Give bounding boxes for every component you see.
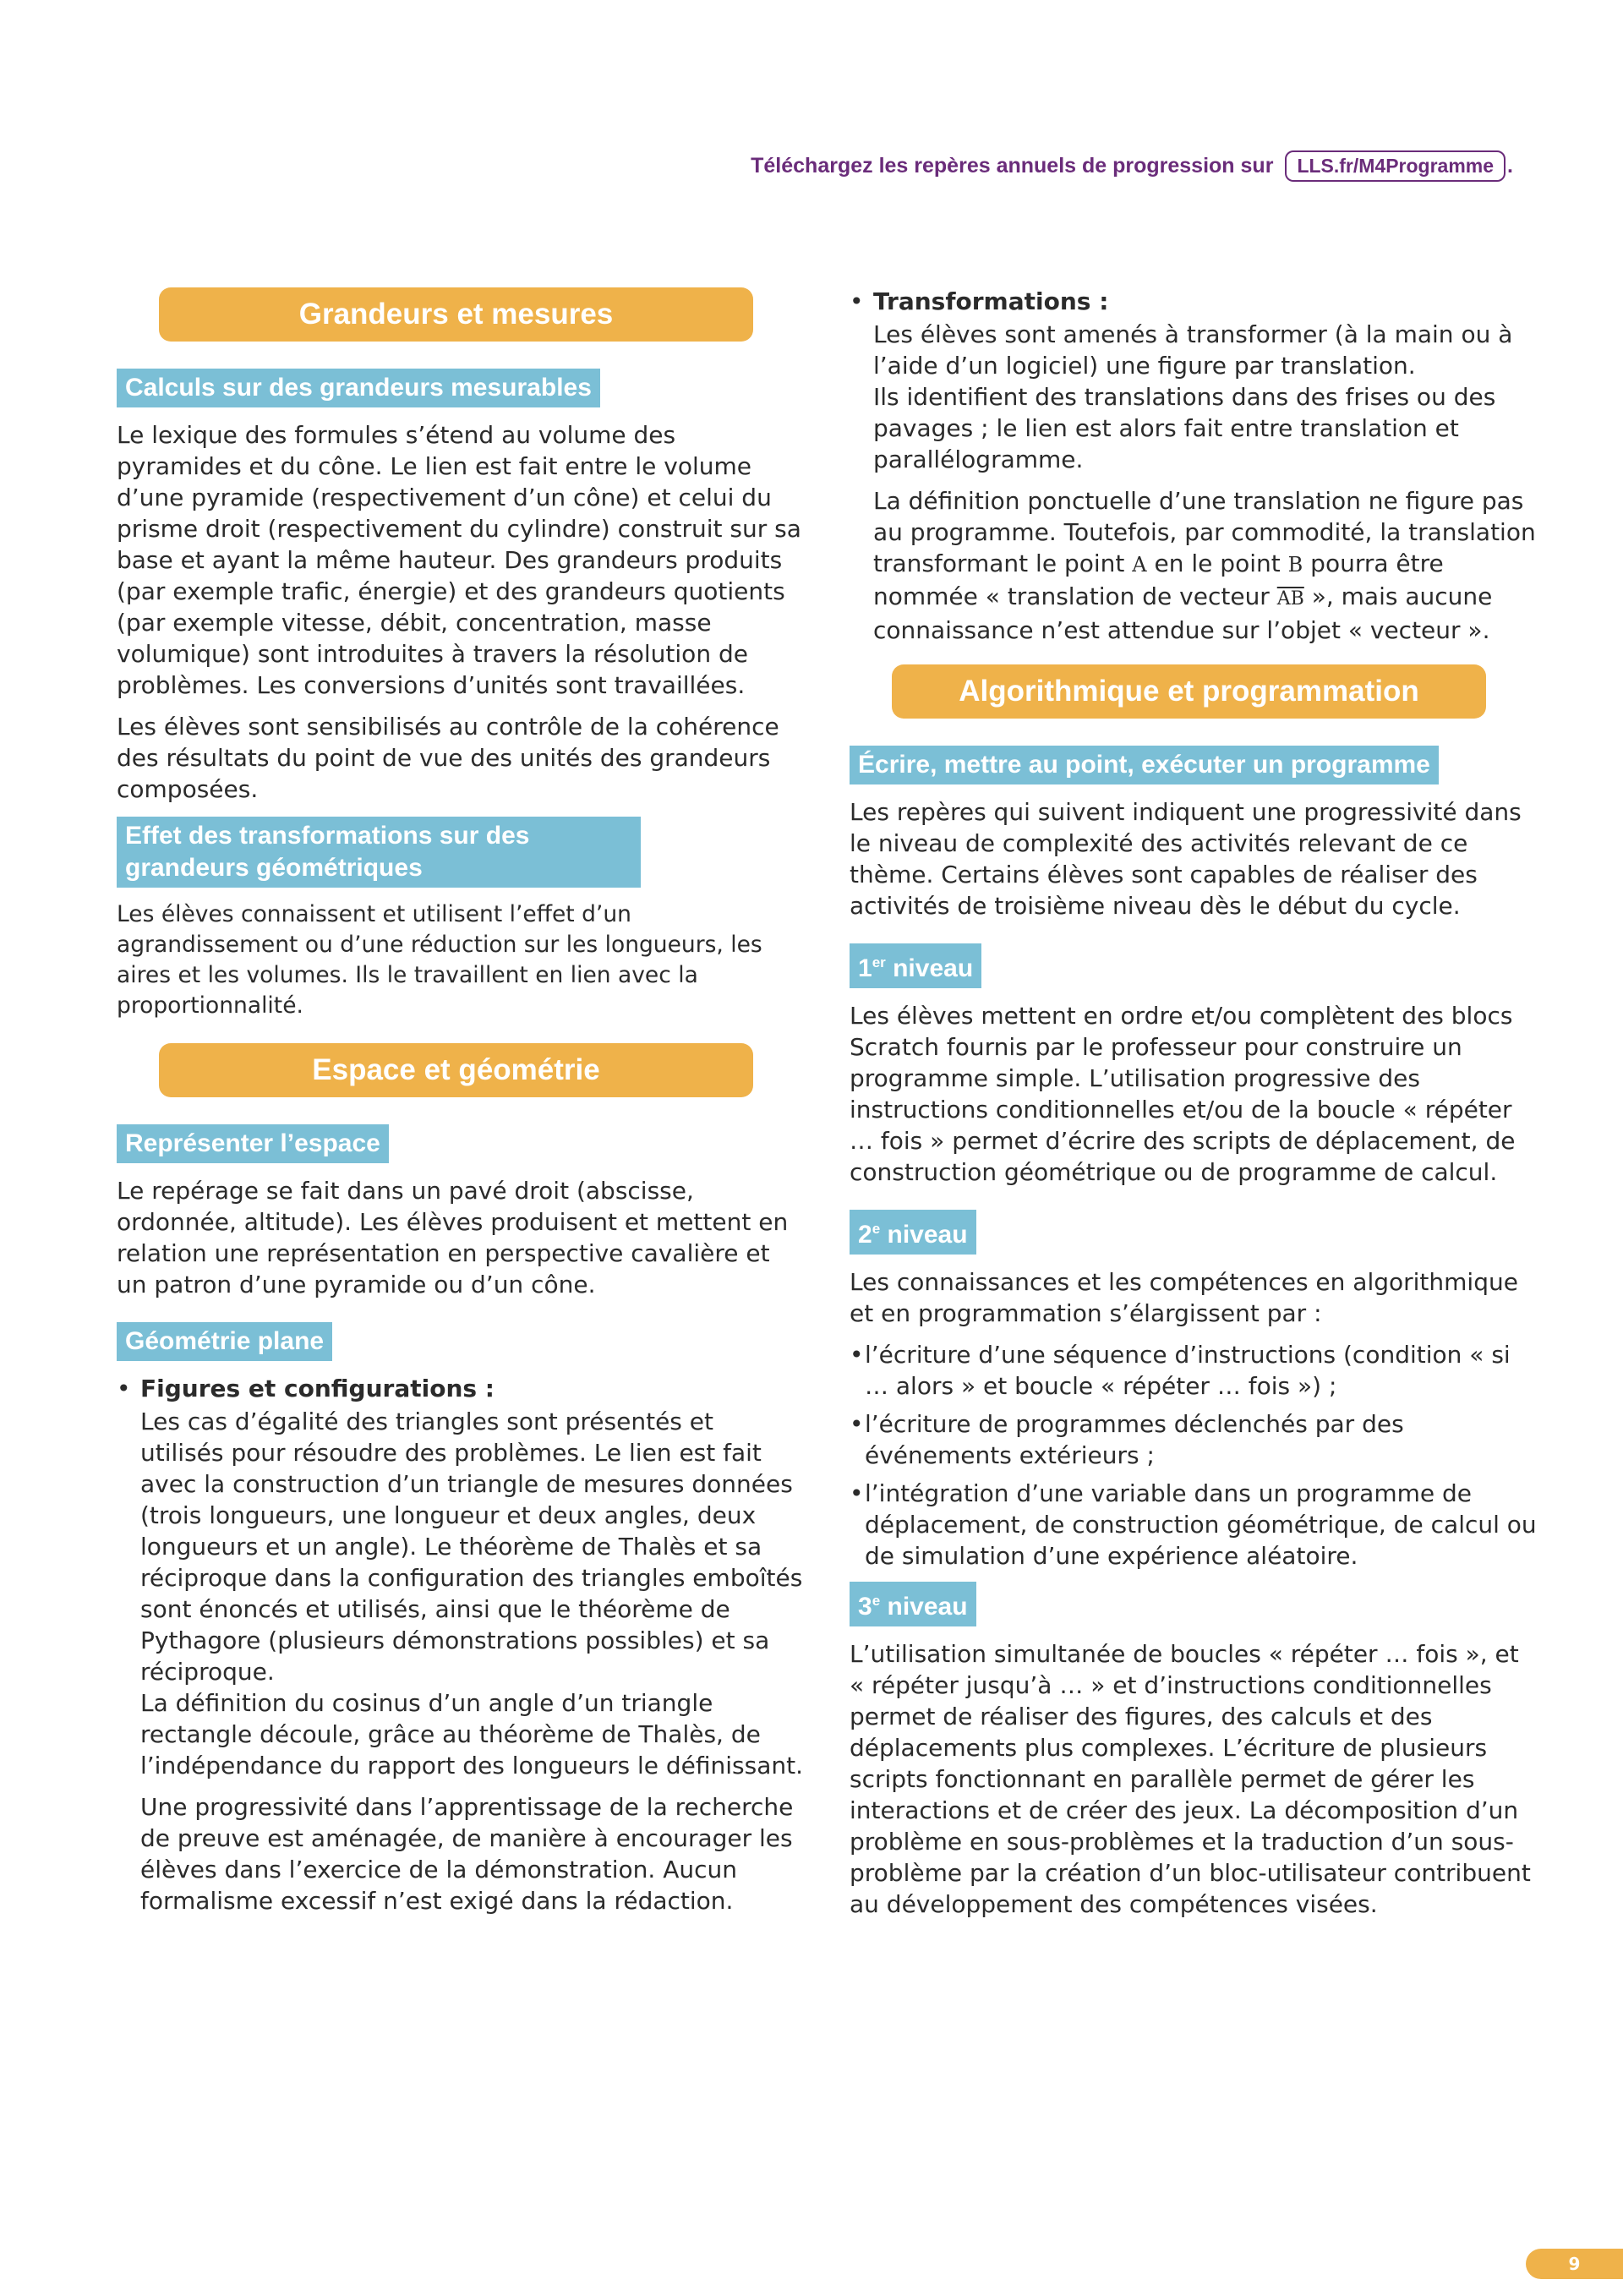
list-item: • l’écriture de programmes déclenchés par des événements extérieurs ;: [850, 1410, 1404, 1469]
transfo-text-b: en le point: [1154, 549, 1281, 577]
representer-paragraph: Le repérage se fait dans un pavé droit (abscisse, ordonnée, altitude). Les élèves produisent et mettent en relation une représentation en perspective cavalière et un patron d’une pyramide ou d’un cône.: [117, 1177, 789, 1298]
niveau-1-num: 1: [858, 954, 872, 982]
transfo-paragraph-2: Ils identifient des translations dans des frises ou des pavages ; le lien est alors fait entre translation et parallélogramme.: [873, 383, 1496, 473]
point-a: A: [1132, 553, 1147, 577]
page-number: 9: [1526, 2249, 1623, 2279]
grandeurs-banner: Grandeurs et mesures: [159, 287, 753, 342]
ecrire-paragraph: Les repères qui suivent indiquent une progressivité dans le niveau de complexité des activités relevant de ce thème. Certains élèves sont capables de réaliser des activités de troisième niveau dès le début du cycle.: [850, 798, 1522, 920]
transfo-text-d: », mais aucune connaissance n’est attendue sur l’objet « vecteur ».: [873, 582, 1493, 644]
niveau-2-sup: e: [872, 1221, 881, 1237]
espace-banner: Espace et géométrie: [159, 1043, 753, 1097]
list-item-text: l’intégration d’une variable dans un programme de déplacement, de construction géométrique, de calcul ou de simulation d’une expérience aléatoire.: [865, 1479, 1537, 1570]
list-item-text: l’écriture de programmes déclenchés par des événements extérieurs ;: [865, 1410, 1404, 1469]
figures-title: Figures et configurations :: [140, 1375, 495, 1402]
vector-ab: $\overline{AB}$: [1276, 588, 1304, 610]
transfo-text-c: pourra être nommée « translation de vecteur: [873, 549, 1444, 610]
figures-paragraph-3: Une progressivité dans l’apprentissage de la recherche de preuve est aménagée, de manière à encourager les élèves dans l’exercice de la démonstration. Aucun formalisme excessif n’est exigé dans la rédaction.: [140, 1793, 794, 1915]
niveau-3-heading: [850, 1582, 976, 1626]
transformations-title: Transformations :: [873, 287, 1109, 315]
point-b: B: [1287, 553, 1303, 577]
transfo-paragraph-1: Les élèves sont amenés à transformer (à la main ou à l’aide d’un logiciel) une figure par translation.: [873, 320, 1513, 380]
transfo-paragraph-3: [873, 485, 1538, 646]
geometrie-heading: Géométrie plane: [117, 1322, 332, 1361]
download-note: [751, 150, 1513, 182]
calculs-paragraph-2: Les élèves sont sensibilisés au contrôle de la cohérence des résultats du point de vue des unités des grandeurs composées.: [117, 713, 779, 803]
algo-banner: Algorithmique et programmation: [892, 664, 1486, 719]
niveau-1-word: niveau: [893, 954, 974, 982]
bullet-dot-icon: •: [117, 1375, 131, 1402]
list-item: • l’intégration d’une variable dans un programme de déplacement, de construction géométrique, de calcul ou de simulation d’une expérience aléatoire.: [850, 1479, 1537, 1570]
niveau-3-word: niveau: [887, 1593, 968, 1621]
left-column: [117, 287, 803, 1927]
niveau-3-num: 3: [858, 1593, 872, 1621]
representer-heading: Représenter l’espace: [117, 1124, 389, 1163]
niveau-1-paragraph: Les élèves mettent en ordre et/ou complètent des blocs Scratch fournis par le professeur pour construire un programme simple. L’utilisation progressive des instructions conditionnelles et/ou de la boucle « répéter … fois » permet d’écrire des scripts de déplacement, de construction géométrique ou de programme de calcul.: [850, 1002, 1516, 1186]
figures-paragraph-2: La définition du cosinus d’un angle d’un triangle rectangle découle, grâce au théorème de Thalès, de l’indépendance du rapport des longueurs le définissant.: [140, 1689, 803, 1779]
transformations-bullet: [850, 286, 1538, 646]
niveau-2-word: niveau: [887, 1221, 968, 1249]
effet-heading: Effet des transformations sur des grandeurs géométriques: [117, 817, 641, 888]
list-item-text: l’écriture d’une séquence d’instructions (condition « si … alors » et boucle « répéter … fois ») ;: [865, 1341, 1511, 1400]
niveau-2-list: [850, 1339, 1538, 1572]
programme-link[interactable]: LLS.fr/M4Programme: [1285, 150, 1506, 182]
effet-paragraph: Les élèves connaissent et utilisent l’effet d’un agrandissement ou d’une réduction sur les longueurs, les aires et les volumes. Ils le travaillent en lien avec la proportionnalité.: [117, 901, 762, 1019]
transfo-text-a: La définition ponctuelle d’une translation ne figure pas au programme. Toutefois, par commodité, la translation transformant le point: [873, 487, 1536, 577]
right-column: [850, 286, 1538, 1930]
niveau-2-num: 2: [858, 1221, 872, 1249]
niveau-2-paragraph: Les connaissances et les compétences en algorithmique et en programmation s’élargissent par :: [850, 1268, 1518, 1327]
calculs-heading: Calculs sur des grandeurs mesurables: [117, 369, 600, 407]
figures-paragraph-1: Les cas d’égalité des triangles sont présentés et utilisés pour résoudre des problèmes. Le lien est fait avec la construction d’un triangle de mesures données (trois longueurs, une longueur et deux angles, deux longueurs et un angle). Le théorème de Thalès et sa réciproque dans la configuration des triangles emboîtés sont énoncés et utilisés, ainsi que le théorème de Pythagore (plusieurs démonstrations possibles) et sa réciproque.: [140, 1408, 803, 1686]
download-note-text: Téléchargez les repères annuels de progression sur: [751, 154, 1274, 178]
niveau-1-heading: [850, 943, 981, 988]
download-note-trail: .: [1507, 154, 1513, 178]
list-item: • l’écriture d’une séquence d’instructions (condition « si … alors » et boucle « répéter … fois ») ;: [850, 1341, 1511, 1400]
ecrire-heading: Écrire, mettre au point, exécuter un programme: [850, 746, 1439, 784]
niveau-3-sup: e: [872, 1593, 881, 1609]
niveau-3-paragraph: L’utilisation simultanée de boucles « répéter … fois », et « répéter jusqu’à … » et d’instructions conditionnelles permet de réaliser des figures, des calculs et des déplacements plus complexes. L’écriture de plusieurs scripts fonctionnant en parallèle permet de gérer les interactions et de créer des jeux. La décomposition d’un problème en sous-problèmes et la traduction d’un sous-problème par la création d’un bloc-utilisateur contribuent au développement des compétences visées.: [850, 1640, 1531, 1918]
bullet-dot-icon: •: [850, 287, 864, 315]
niveau-2-heading: [850, 1210, 976, 1255]
calculs-paragraph-1: Le lexique des formules s’étend au volume des pyramides et du cône. Le lien est fait entre le volume d’une pyramide (respectivement d’un cône) et celui du prisme droit (respectivement du cylindre) construit sur sa base et ayant la même hauteur. Des grandeurs produits (par exemple trafic, énergie) et des grandeurs quotients (par exemple vitesse, débit, concentration, masse volumique) sont introduites à travers la résolution de problèmes. Les conversions d’unités sont travaillées.: [117, 421, 801, 699]
figures-bullet: [117, 1373, 803, 1916]
niveau-1-sup: er: [872, 954, 886, 970]
